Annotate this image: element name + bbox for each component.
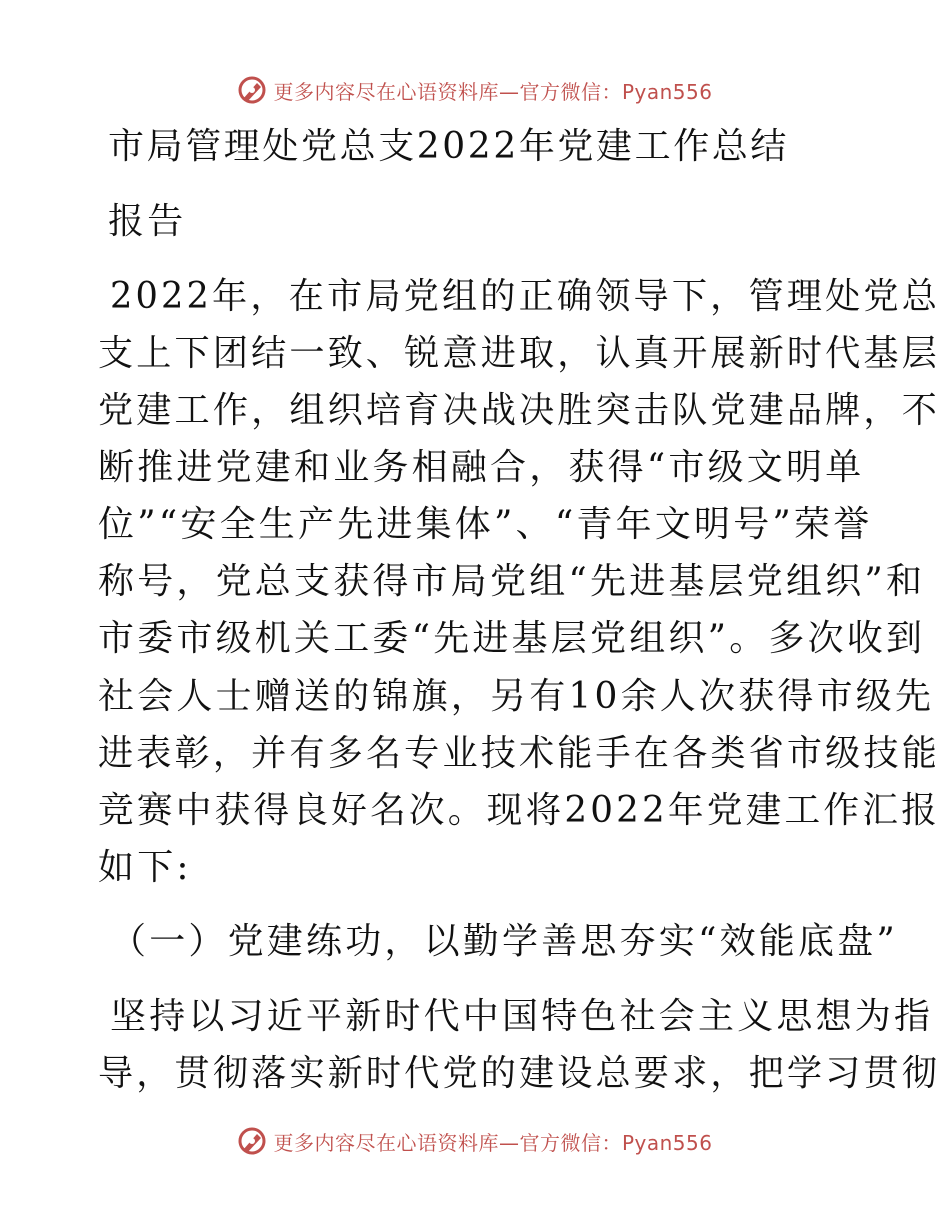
paragraph-line: 市委市级机关工委“先进基层党组织”。多次收到 bbox=[98, 618, 926, 659]
paragraph-line: 进表彰，并有多名专业技术能手在各类省市级技能 bbox=[98, 733, 940, 774]
watermark-text: 更多内容尽在心语资料库—官方微信：Pyan556 bbox=[273, 1130, 713, 1155]
pen-logo-icon bbox=[237, 75, 267, 105]
paragraph-line: 位”“安全生产先进集体”、“青年文明号”荣誉 bbox=[98, 504, 873, 545]
paragraph-line: 称号，党总支获得市局党组“先进基层党组织”和 bbox=[98, 561, 926, 602]
paragraph-line: 社会人士赠送的锦旗，另有10余人次获得市级先 bbox=[98, 676, 935, 717]
paragraph-line: 竞赛中获得良好名次。现将2022年党建工作汇报 bbox=[98, 790, 941, 831]
watermark-text: 更多内容尽在心语资料库—官方微信：Pyan556 bbox=[273, 79, 713, 104]
paragraph-line: 党建工作，组织培育决战决胜突击队党建品牌，不 bbox=[98, 390, 940, 431]
document-title: 市局管理处党总支2022年党建工作总结 bbox=[108, 126, 790, 167]
document-subtitle: 报告 bbox=[108, 201, 187, 242]
paragraph-line: 断推进党建和业务相融合，获得“市级文明单 bbox=[98, 447, 865, 488]
watermark-header bbox=[0, 70, 950, 110]
paragraph-line: 支上下团结一致、锐意进取，认真开展新时代基层 bbox=[98, 333, 940, 374]
paragraph-line: 坚持以习近平新时代中国特色社会主义思想为指 bbox=[110, 996, 934, 1037]
watermark-footer bbox=[0, 1121, 950, 1161]
section-heading: （一）党建练功，以勤学善思夯实“效能底盘” bbox=[110, 921, 899, 962]
paragraph-line: 2022年，在市局党组的正确领导下，管理处党总 bbox=[110, 276, 941, 317]
paragraph-line: 导，贯彻落实新时代党的建设总要求，把学习贯彻 bbox=[98, 1053, 940, 1094]
pen-logo-icon bbox=[237, 1126, 267, 1156]
paragraph-line: 如下: bbox=[98, 847, 192, 888]
